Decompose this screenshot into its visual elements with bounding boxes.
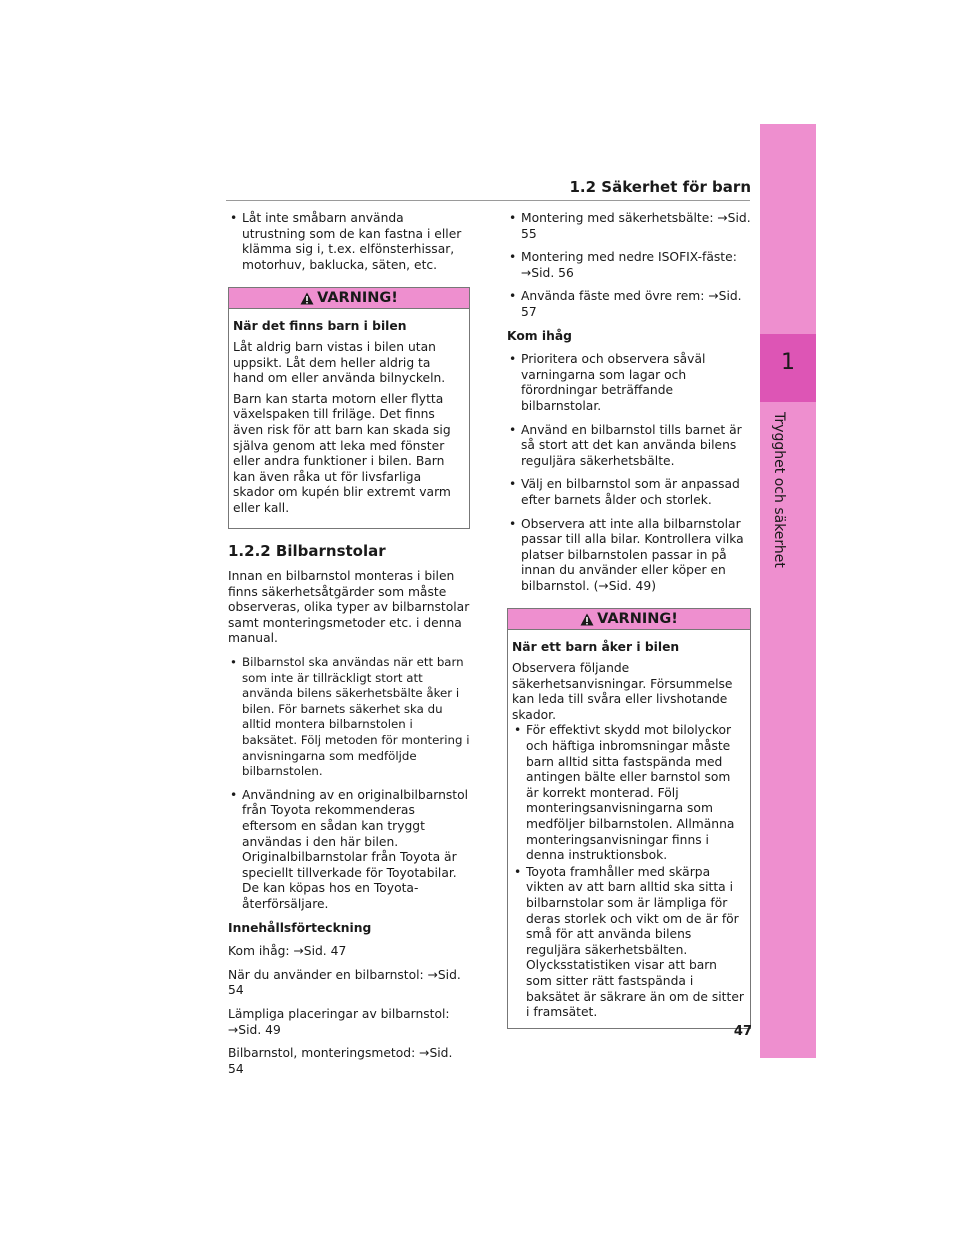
list-item: • Bilbarnstol ska användas när ett barn som inte är tillräckligt stort att använda bilens säkerhetsbälte åker i bilen. För barnets säkerhet ska du alltid montera bilbarnstolen i baksätet. Följ metoden för montering i anvisningarna som medföljde bilbarnstolen. xyxy=(228,655,470,780)
list-item: • Montering med nedre ISOFIX-fäste: →Sid. 56 xyxy=(507,250,751,281)
list-item: • Observera att inte alla bilbarnstolar passar till alla bilar. Kontrollera vilka platser bilbarnstolen passar in på innan du använder eller köper en bilbarnstol. (→Sid. 49) xyxy=(507,517,751,595)
warning-box-left xyxy=(228,287,470,528)
list-item: • Använda fäste med övre rem: →Sid. 57 xyxy=(507,289,751,320)
warning-paragraph: Observera följande säkerhetsanvisningar. Försummelse kan leda till svåra eller livshotande skador. xyxy=(512,661,733,722)
list-item: • Använd en bilbarnstol tills barnet är så stort att det kan använda bilens reguljära säkerhetsbälte. xyxy=(507,423,751,470)
intro-paragraph: Innan en bilbarnstol monteras i bilen finns säkerhetsåtgärder som måste observeras, olika typer av bilbarnstolar samt monteringsmetoder etc. i denna manual. xyxy=(228,569,470,646)
list-item: • Montering med säkerhetsbälte: →Sid. 55 xyxy=(507,211,751,242)
warning-paragraph: Barn kan starta motorn eller flytta växelspaken till friläge. Det finns även risk för att barn kan skada sig själva genom att leka med fönster eller andra funktioner i bilen. Barn kan även råka ut för livsfarliga skador om kupén blir extremt varm eller kall. xyxy=(233,391,451,515)
warning-header xyxy=(229,288,469,309)
chapter-title: Trygghet och säkerhet xyxy=(771,412,787,568)
right-column xyxy=(507,211,751,1029)
list-item: • För effektivt skydd mot bilolyckor och häftiga inbromsningar måste barn alltid sitta fastspända med antingen bälte eller barnstol som är korrekt monterad. Följ monteringsanvisningarna som medföljer bilbarnstolen. Allmänna monteringsanvisningar finns i denna instruktionsbok. xyxy=(512,723,746,863)
toc-link[interactable]: När du använder en bilbarnstol: →Sid. 54 xyxy=(228,967,461,998)
header-divider xyxy=(226,200,750,201)
warning-box-right xyxy=(507,608,751,1028)
toc-link[interactable]: Lämpliga placeringar av bilbarnstol: →Sid. 49 xyxy=(228,1006,450,1037)
warning-subtitle: När det finns barn i bilen xyxy=(233,319,407,334)
warning-triangle-icon xyxy=(580,613,594,626)
warning-triangle-icon xyxy=(300,292,314,305)
list-item: • Toyota framhåller med skärpa vikten av att barn alltid ska sitta i bilbarnstolar som är lämpliga för deras storlek och vikt om de är för små för att använda bilens reguljära säkerhetsbälten. Olycksstatistiken visar att barn som sitter rätt fastspända i baksätet är säkrare än om de sitter i framsätet. xyxy=(512,865,746,1021)
chapter-title-vertical xyxy=(759,412,789,612)
remember-heading: Kom ihåg xyxy=(507,328,572,343)
list-item: • Låt inte småbarn använda utrustning som de kan fastna i eller klämma sig i, t.ex. elfönsterhissar, motorhuv, baklucka, säten, etc. xyxy=(228,211,470,273)
section-heading: 1.2.2 Bilbarnstolar xyxy=(228,541,386,560)
warning-title: VARNING! xyxy=(317,289,398,306)
list-item: • Prioritera och observera såväl varningarna som lagar och förordningar beträffande bilbarnstolar. xyxy=(507,352,751,414)
warning-header xyxy=(508,609,750,630)
list-item: • Användning av en originalbilbarnstol från Toyota rekommenderas eftersom en sådan kan tryggt användas i den här bilen. Originalbilbarnstolar från Toyota är speciellt tillverkade för Toyotabilar. De kan köpas hos en Toyota-återförsäljare. xyxy=(228,788,470,913)
toc-link[interactable]: Bilbarnstol, monteringsmetod: →Sid. 54 xyxy=(228,1046,453,1076)
warning-body xyxy=(508,630,750,1027)
warning-body xyxy=(229,309,469,527)
section-header-title: 1.2 Säkerhet för barn xyxy=(569,178,751,196)
warning-subtitle: När ett barn åker i bilen xyxy=(512,640,680,655)
warning-title: VARNING! xyxy=(597,610,678,627)
left-column xyxy=(228,211,470,1085)
chapter-number: 1 xyxy=(781,350,795,375)
page-number: 47 xyxy=(733,1024,752,1039)
warning-paragraph: Låt aldrig barn vistas i bilen utan uppsikt. Låt dem heller aldrig ta hand om eller använda bilnyckeln. xyxy=(233,339,446,386)
list-item: • Välj en bilbarnstol som är anpassad efter barnets ålder och storlek. xyxy=(507,477,751,508)
toc-heading: Innehållsförteckning xyxy=(228,920,372,935)
toc-link[interactable]: Kom ihåg: →Sid. 47 xyxy=(228,944,347,959)
